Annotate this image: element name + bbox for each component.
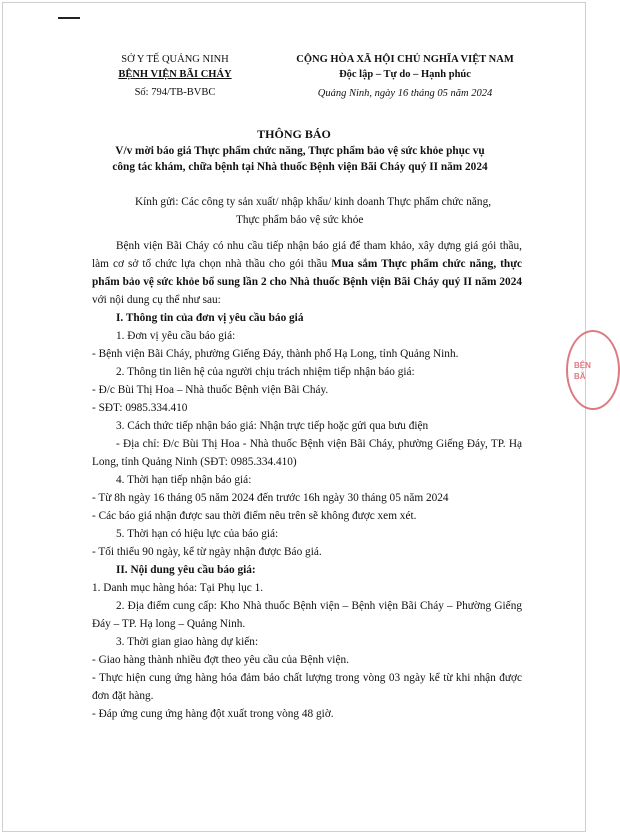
list-item: 1. Đơn vị yêu cầu báo giá:: [116, 330, 236, 342]
list-item: 1. Danh mục hàng hóa: Tại Phụ lục 1.: [92, 582, 264, 594]
list-item: - SĐT: 0985.334.410: [92, 402, 188, 414]
list-item: - Địa chỉ: Đ/c Bùi Thị Hoa - Nhà thuốc Bệnh viện Bãi Cháy, phường Giếng Đáy, TP. Hạ Long, tỉnh Quảng Ninh (SĐT: 0985.334.410): [92, 438, 522, 468]
list-item: - Bệnh viện Bãi Cháy, phường Giếng Đáy, thành phố Hạ Long, tỉnh Quảng Ninh.: [92, 348, 459, 360]
document-body: [92, 237, 522, 723]
list-item: 4. Thời hạn tiếp nhận báo giá:: [116, 474, 252, 486]
hospital-name: BỆNH VIỆN BÃI CHÁY: [118, 69, 232, 80]
list-item: - Thực hiện cung ứng hàng hóa đảm bảo chất lượng trong vòng 03 ngày kể từ khi nhận được đơn đặt hàng.: [92, 672, 522, 702]
list-item: 5. Thời hạn có hiệu lực của báo giá:: [116, 528, 279, 540]
list-item: - Từ 8h ngày 16 tháng 05 năm 2024 đến trước 16h ngày 30 tháng 05 năm 2024: [92, 492, 449, 504]
document-number: Số: 794/TB-BVBC: [134, 87, 216, 98]
section-2-heading: II. Nội dung yêu cầu báo giá:: [116, 564, 256, 576]
red-seal-stamp: BỆN BÃ: [566, 330, 620, 410]
document-subject: V/v mời báo giá Thực phẩm chức năng, Thực phẩm bảo vệ sức khỏe phục vụ công tác khám, chữa bệnh tại Nhà thuốc Bệnh viện Bãi Cháy quý II năm 2024: [112, 145, 488, 173]
nation-name: CỘNG HÒA XÃ HỘI CHỦ NGHĨA VIỆT NAM: [296, 54, 514, 65]
recipient-block: [135, 193, 555, 229]
list-item: - Tối thiểu 90 ngày, kể từ ngày nhận được Báo giá.: [92, 546, 322, 558]
list-item: 3. Thời gian giao hàng dự kiến:: [116, 636, 259, 648]
document-header: [0, 52, 588, 112]
list-item: 2. Thông tin liên hệ của người chịu trách nhiệm tiếp nhận báo giá:: [116, 366, 415, 378]
document-title: THÔNG BÁO: [257, 127, 331, 141]
list-item: - Giao hàng thành nhiều đợt theo yêu cầu của Bệnh viện.: [92, 654, 349, 666]
list-item: - Đáp ứng cung ứng hàng đột xuất trong vòng 48 giờ.: [92, 708, 334, 720]
list-item: 3. Cách thức tiếp nhận báo giá: Nhận trực tiếp hoặc gửi qua bưu điện: [116, 420, 429, 432]
place-and-date: Quảng Ninh, ngày 16 tháng 05 năm 2024: [317, 88, 493, 99]
agency-name: SỞ Y TẾ QUẢNG NINH: [121, 54, 229, 65]
section-1-heading: I. Thông tin của đơn vị yêu cầu báo giá: [116, 312, 304, 324]
list-item: - Đ/c Bùi Thị Hoa – Nhà thuốc Bệnh viện Bãi Cháy.: [92, 384, 329, 396]
national-motto: Độc lập – Tự do – Hạnh phúc: [339, 69, 471, 80]
recipient-line-2: Thực phẩm bảo vệ sức khỏe: [236, 214, 364, 226]
top-dash-mark: [58, 17, 80, 19]
recipient-line-1: Kính gửi: Các công ty sản xuất/ nhập khẩu/ kinh doanh Thực phẩm chức năng,: [135, 196, 492, 208]
list-item: - Các báo giá nhận được sau thời điểm nêu trên sẽ không được xem xét.: [92, 510, 417, 522]
intro-paragraph: Bệnh viện Bãi Cháy có nhu cầu tiếp nhận báo giá để tham khảo, xây dựng giá gói thầu, làm cơ sở tổ chức lựa chọn nhà thầu cho gói thầu Mua sắm Thực phẩm chức năng, thực phẩm bảo vệ sức khỏe bổ sung lần 2 cho Nhà thuốc Bệnh viện Bãi Cháy quý II năm 2024 với nội dung cụ thể như sau:: [92, 240, 523, 306]
list-item: 2. Địa điểm cung cấp: Kho Nhà thuốc Bệnh viện – Bệnh viện Bãi Cháy – Phường Giếng Đáy – TP. Hạ long – Quảng Ninh.: [92, 600, 522, 630]
